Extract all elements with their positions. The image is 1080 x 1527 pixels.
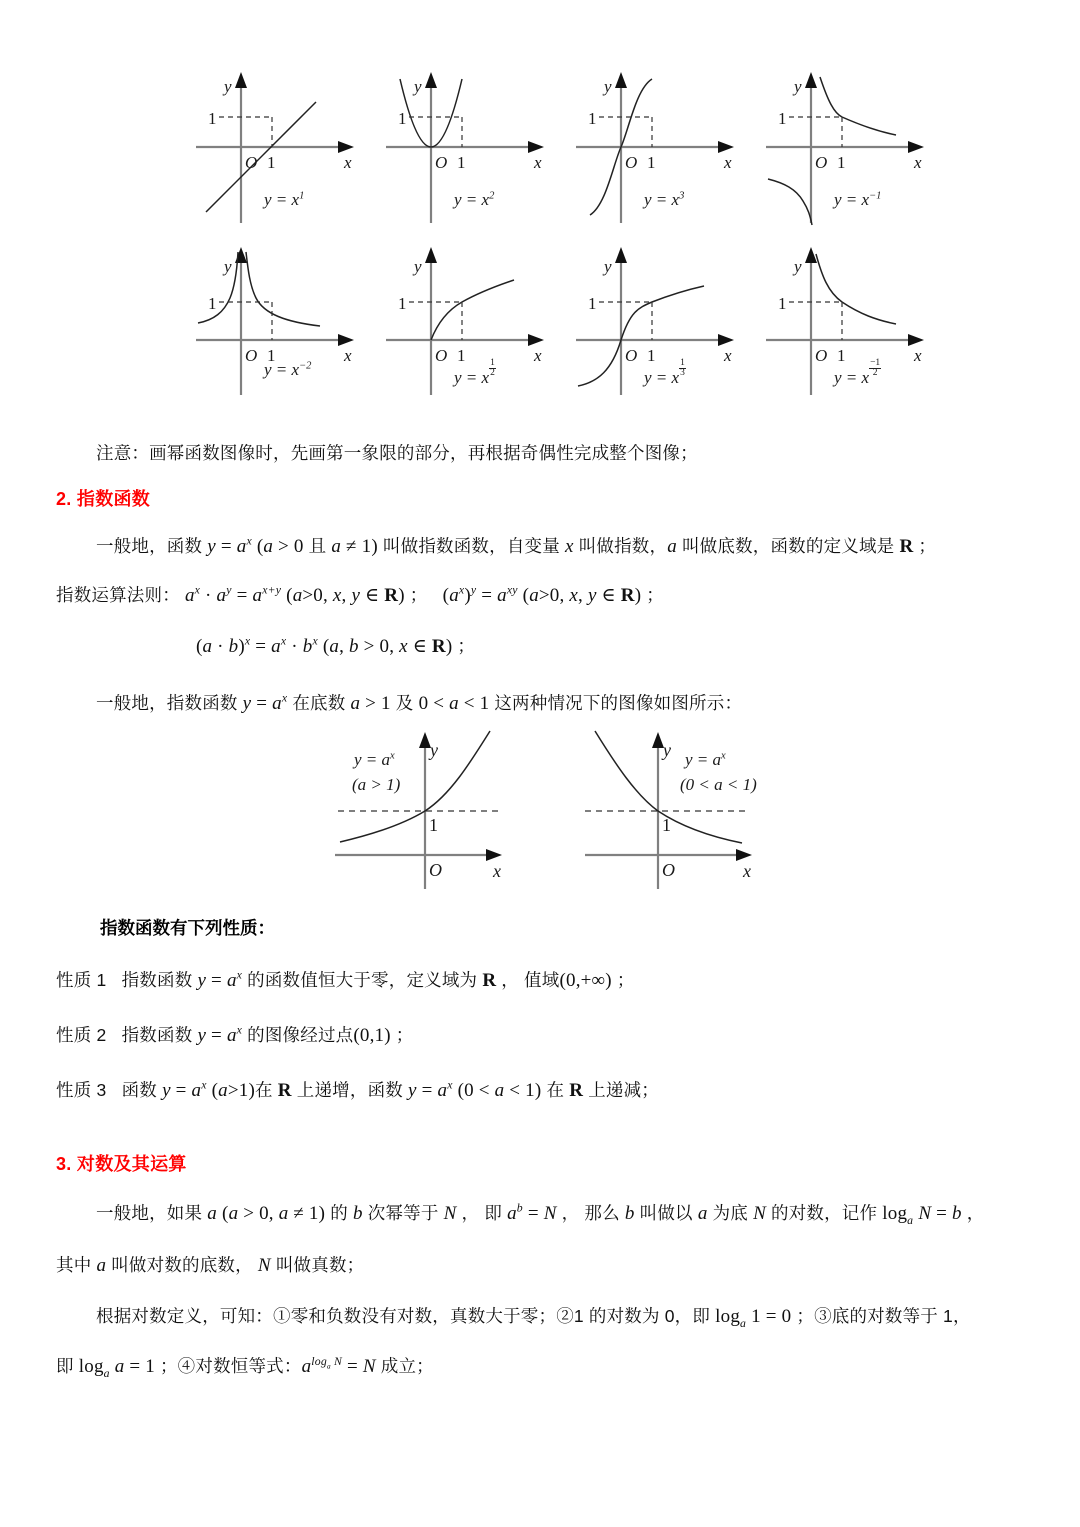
graph-svg-linear (186, 55, 376, 240)
svg-text:1: 1 (457, 346, 466, 365)
svg-text:O: O (435, 346, 448, 365)
svg-text:x: x (914, 346, 922, 365)
svg-text:O: O (429, 860, 442, 880)
svg-text:y: y (224, 257, 232, 276)
svg-text:1: 1 (647, 346, 656, 365)
svg-text:y: y (604, 257, 612, 276)
svg-text:x: x (743, 861, 751, 881)
graph-label-y-equals-x-third: y = x $\frac{1}{3}$ (644, 357, 685, 388)
graph-svg-exp-decay (580, 727, 780, 892)
graph-label-y-equals-x-half: y = x $\frac{1}{2}$ (454, 357, 495, 388)
graph-svg-inverse-square (186, 240, 376, 405)
exponent-rules-line: 指数运算法则： $a^x \cdot a^y = a^{x+y}$ (a>0, x, y ∈ R) ； $(a^x)^y = a^{xy}$ (a>0, x, y ∈ R) ； (56, 583, 664, 606)
svg-text:1: 1 (778, 294, 787, 313)
svg-text:y: y (414, 77, 422, 96)
property-1-line: 性质 1 指数函数 $y = a^x$ 的函数值恒大于零，定义域为 R ， 值域(0,+∞) ； (56, 968, 635, 991)
logarithm-definition-line-1: 一般地，如果 a (a > 0, a ≠ 1) 的 b 次幂等于 N ， 即 $a^b = N$ ， 那么 b 叫做以 a 为底 N 的对数，记作 $\log_a N = b$ ， (96, 1201, 985, 1227)
graph-condition-exp-decay: (0 < a < 1) (680, 775, 757, 794)
graph-label-y-equals-x-3: $y = x^3$ (644, 190, 685, 209)
note-line: 注意：画幂函数图像时，先画第一象限的部分，再根据奇偶性完成整个图像； (96, 443, 698, 463)
exponential-graph-intro-line: 一般地，指数函数 $y = a^x$ 在底数 a > 1 及 0 < a < 1 这两种情况下的图像如图所示： (96, 691, 743, 714)
svg-text:1: 1 (588, 109, 597, 128)
svg-text:O: O (435, 153, 448, 172)
svg-text:1: 1 (208, 294, 217, 313)
graph-label-y-equals-x-neg2: $y = x^{-2}$ (264, 360, 312, 379)
svg-text:1: 1 (208, 109, 217, 128)
section-3-heading: 3. 对数及其运算 (56, 1154, 187, 1174)
svg-text:O: O (815, 153, 828, 172)
property-2-label: 性质 2 (56, 1025, 107, 1045)
exponential-definition-line: 一般地，函数 $y = a^x$ (a > 0 且 a ≠ 1) 叫做指数函数，自变量 x 叫做指数，a 叫做底数，函数的定义域是 R ； (96, 534, 937, 557)
svg-text:1: 1 (588, 294, 597, 313)
svg-text:1: 1 (647, 153, 656, 172)
power-function-graph-grid (186, 55, 946, 405)
graph-y-equals-x-half (376, 240, 566, 405)
graph-svg-reciprocal (756, 55, 946, 240)
graph-y-equals-x-2 (376, 55, 566, 240)
svg-text:x: x (344, 153, 352, 172)
graph-label-y-equals-x-neg1: $y = x^{-1}$ (834, 190, 882, 209)
graph-y-equals-x-neg2 (186, 240, 376, 405)
graph-y-equals-x-1 (186, 55, 376, 240)
graph-condition-exp-growth: (a > 1) (352, 775, 401, 794)
svg-text:1: 1 (837, 346, 846, 365)
logarithm-rules-line-2: 即 $\log_a a = 1$ ；④对数恒等式：$a^{log_a N} = N$ 成立； (56, 1354, 434, 1380)
graph-y-equals-x-3 (566, 55, 756, 240)
graph-exp-decay (580, 727, 780, 897)
svg-text:1: 1 (457, 153, 466, 172)
svg-text:y: y (794, 257, 802, 276)
svg-text:O: O (625, 346, 638, 365)
svg-text:1: 1 (267, 153, 276, 172)
graph-label-exp-growth: $y = a^x$ (354, 750, 395, 769)
svg-text:y: y (430, 740, 438, 760)
svg-text:1: 1 (267, 346, 276, 365)
svg-text:x: x (914, 153, 922, 172)
svg-text:x: x (724, 153, 732, 172)
svg-text:1: 1 (429, 815, 438, 835)
property-3-label: 性质 3 (56, 1080, 107, 1100)
svg-text:O: O (815, 346, 828, 365)
svg-text:O: O (245, 153, 258, 172)
svg-text:x: x (534, 346, 542, 365)
graph-label-y-equals-x-2: $y = x^2$ (454, 190, 495, 209)
property-3-line: 性质 3 函数 $y = a^x$ (a>1)在 R 上递增，函数 $y = a^x$ (0 < a < 1) 在 R 上递减； (56, 1078, 660, 1101)
svg-text:y: y (604, 77, 612, 96)
svg-text:1: 1 (837, 153, 846, 172)
exponent-rule-product-power: $(a \cdot b)^x = a^x \cdot b^x$ (a, b > 0, x ∈ R) ； (196, 634, 476, 657)
svg-text:1: 1 (662, 815, 671, 835)
graph-label-y-equals-x-1: $y = x^1$ (264, 190, 305, 209)
svg-text:O: O (625, 153, 638, 172)
graph-y-equals-x-neg1 (756, 55, 946, 240)
svg-text:O: O (662, 860, 675, 880)
svg-text:x: x (724, 346, 732, 365)
svg-text:y: y (414, 257, 422, 276)
svg-text:x: x (534, 153, 542, 172)
svg-text:1: 1 (398, 109, 407, 128)
graph-svg-quadratic (376, 55, 566, 240)
logarithm-rules-line-1: 根据对数定义，可知：①零和负数没有对数，真数大于零；②1 的对数为 0，即 $\log_a 1 = 0$ ；③底的对数等于 1， (96, 1306, 971, 1330)
graph-exp-growth (330, 727, 530, 897)
exponential-graphs-group (330, 727, 770, 892)
logarithm-definition-line-2: 其中 a 叫做对数的底数， N 叫做真数； (56, 1255, 365, 1276)
svg-text:1: 1 (398, 294, 407, 313)
graph-label-exp-decay: $y = a^x$ (685, 750, 726, 769)
svg-text:y: y (663, 740, 671, 760)
property-2-line: 性质 2 指数函数 $y = a^x$ 的图像经过点(0,1) ； (56, 1023, 414, 1046)
property-1-label: 性质 1 (56, 970, 107, 990)
section-2-heading: 2. 指数函数 (56, 489, 151, 509)
exponential-properties-heading: 指数函数有下列性质： (100, 918, 275, 938)
svg-text:y: y (224, 77, 232, 96)
graph-y-equals-x-third (566, 240, 756, 405)
svg-text:x: x (493, 861, 501, 881)
svg-text:O: O (245, 346, 258, 365)
graph-label-y-equals-x-neghalf: y = x $\frac{-1}{2}$ (834, 357, 881, 388)
graph-y-equals-x-neghalf (756, 240, 946, 405)
svg-text:1: 1 (778, 109, 787, 128)
svg-text:y: y (794, 77, 802, 96)
graph-svg-cubic (566, 55, 756, 240)
svg-text:x: x (344, 346, 352, 365)
